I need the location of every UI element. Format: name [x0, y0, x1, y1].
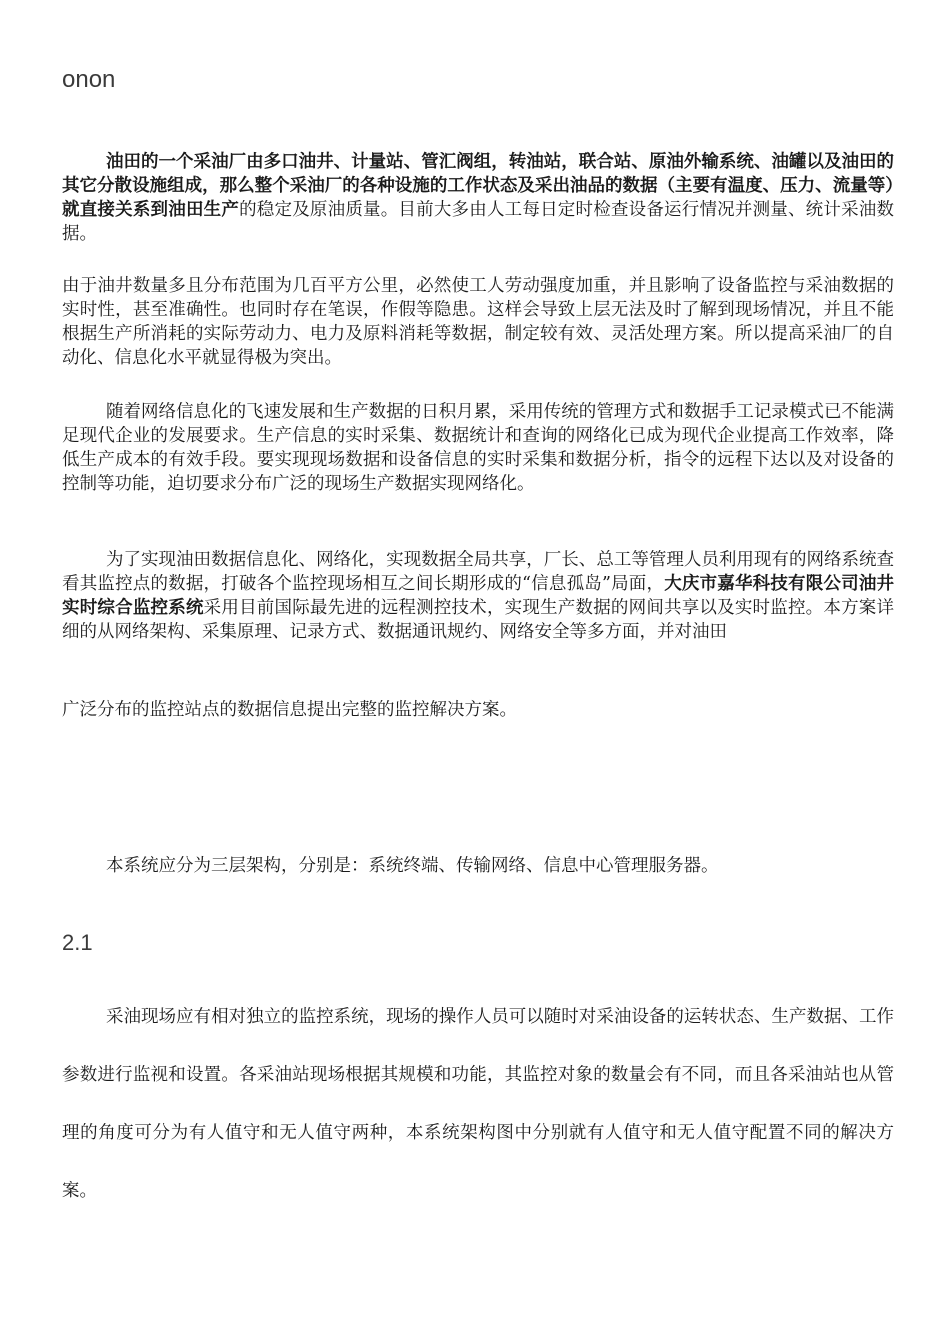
- paragraph-intro-rest: 的稳定及原油质量。目前大多由人工每日定时检查设备运行情况并测量、统计采油数据。: [62, 200, 895, 244]
- paragraph-goal: [62, 548, 894, 644]
- company-system-name: 大庆市嘉华科技有限公司油井实时综合监控系统: [62, 574, 895, 618]
- paragraph-network: 随着网络信息化的飞速发展和生产数据的日积月累，采用传统的管理方式和数据手工记录模式已不能满足现代企业的发展要求。生产信息的实时采集、数据统计和查询的网络化已成为现代企业提高工作效率，降低生产成本的有效手段。要实现现场数据和设备信息的实时采集和数据分析，指令的远程下达以及对设备的控制等功能，迫切要求分布广泛的现场生产数据实现网络化。: [62, 402, 894, 494]
- paragraph-goal-start: 为了实现油田数据信息化、网络化，实现数据全局共享，厂长、总工等管理人员利用现有的网络系统查看其监控点的数据，打破各个监控现场相互之间长期形成的“信息孤岛”局面，: [62, 550, 894, 594]
- paragraph-architecture: 本系统应分为三层架构，分别是：系统终端、传输网络、信息中心管理服务器。: [106, 856, 719, 876]
- paragraph-goal-rest: 采用目前国际最先进的远程测控技术，实现生产数据的网间共享以及实时监控。本方案详细的从网络架构、采集原理、记录方式、数据通讯规约、网络安全等多方面，并对油田: [62, 598, 895, 642]
- paragraph-site-monitoring: 采油现场应有相对独立的监控系统，现场的操作人员可以随时对采油设备的运转状态、生产数据、工作参数进行监视和设置。各采油站现场根据其规模和功能，其监控对象的数量会有不同，而且各采油站也从管理的角度可分为有人值守和无人值守两种，本系统架构图中分别就有人值守和无人值守配置不同的解决方案。: [62, 1007, 894, 1201]
- document-heading: onon: [62, 66, 116, 93]
- paragraph-intro-bold: 油田的一个采油厂由多口油井、计量站、管汇阀组，转油站，联合站、原油外输系统、油罐以及油田的其它分散设施组成，那么整个采油厂的各种设施的工作状态及采出油品的数据（主要有温度、压力、流量等）就直接关系到油田生产: [62, 152, 894, 220]
- paragraph-intro: [62, 150, 894, 246]
- paragraph-problem: 由于油井数量多且分布范围为几百平方公里，必然使工人劳动强度加重，并且影响了设备监控与采油数据的实时性，甚至准确性。也同时存在笔误，作假等隐患。这样会导致上层无法及时了解到现场情况，并且不能根据生产所消耗的实际劳动力、电力及原料消耗等数据，制定较有效、灵活处理方案。所以提高采油厂的自动化、信息化水平就显得极为突出。: [62, 276, 894, 368]
- paragraph-solution: 广泛分布的监控站点的数据信息提出完整的监控解决方案。: [62, 700, 517, 720]
- section-heading: 2.1: [62, 930, 93, 955]
